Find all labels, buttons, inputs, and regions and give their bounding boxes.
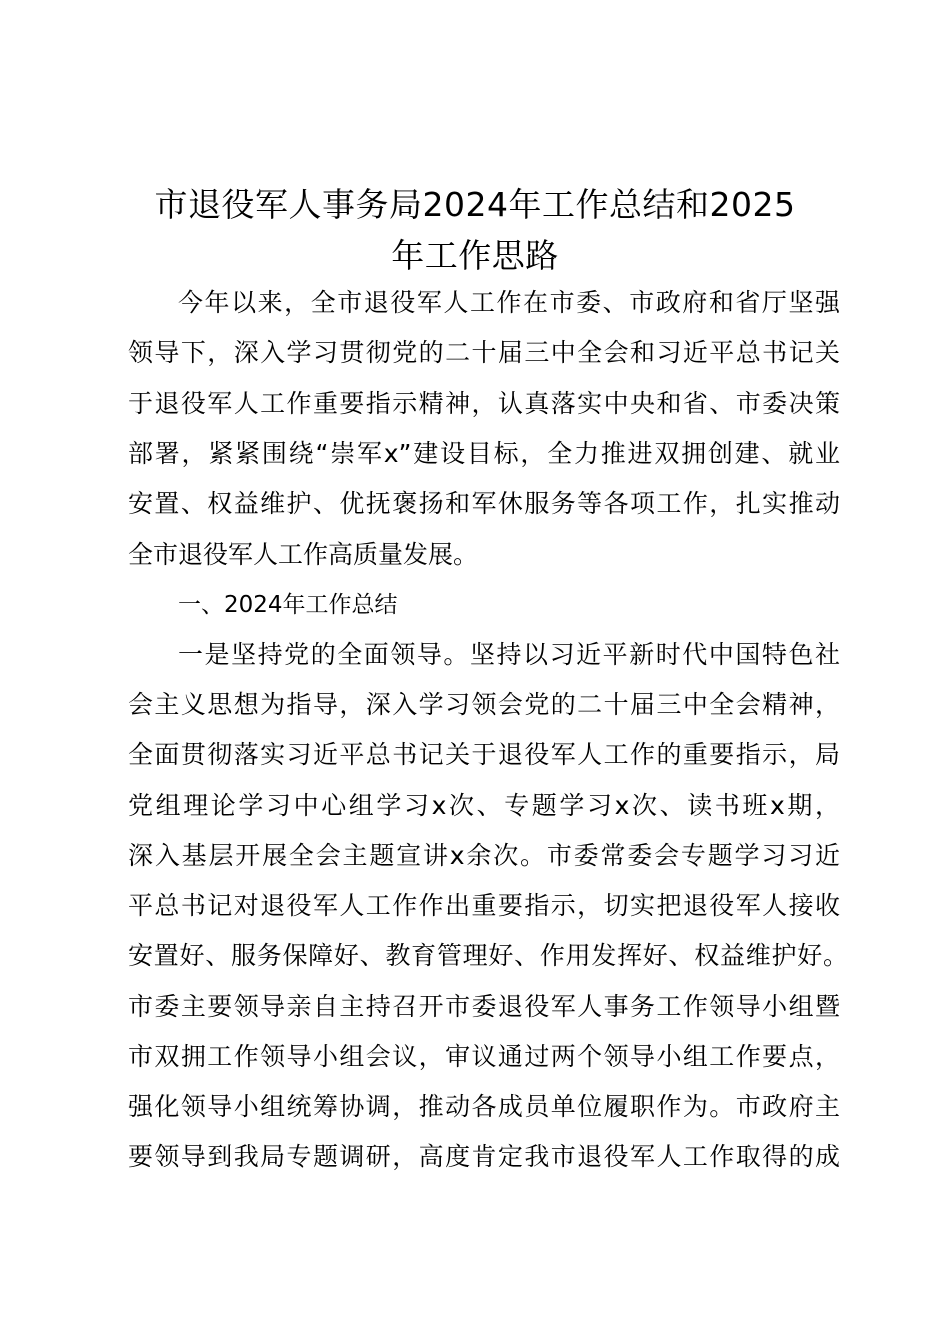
section1-paragraph-line: 深入基层开展全会主题宣讲x余次。市委常委会专题学习习近 (128, 841, 840, 870)
intro-paragraph-line: 今年以来，全市退役军人工作在市委、市政府和省厅坚强 (178, 288, 840, 317)
section-heading: 一、2024年工作总结 (178, 592, 398, 618)
section1-paragraph-line: 市双拥工作领导小组会议，审议通过两个领导小组工作要点， (128, 1042, 840, 1071)
section1-paragraph-line: 会主义思想为指导，深入学习领会党的二十届三中全会精神， (128, 690, 840, 719)
intro-paragraph-line: 于退役军人工作重要指示精神，认真落实中央和省、市委决策 (128, 389, 840, 418)
document-title-line-2: 年工作思路 (391, 236, 559, 275)
intro-paragraph-line: 安置、权益维护、优抚褒扬和军休服务等各项工作，扎实推动 (128, 489, 840, 518)
section1-paragraph-line: 强化领导小组统筹协调，推动各成员单位履职作为。市政府主 (128, 1092, 840, 1121)
intro-paragraph-line: 全市退役军人工作高质量发展。 (128, 540, 479, 569)
section1-paragraph-line: 安置好、服务保障好、教育管理好、作用发挥好、权益维护好。 (128, 941, 848, 970)
section1-paragraph-line: 全面贯彻落实习近平总书记关于退役军人工作的重要指示，局 (128, 740, 840, 769)
section1-paragraph-line: 要领导到我局专题调研，高度肯定我市退役军人工作取得的成 (128, 1142, 840, 1171)
section1-paragraph-line: 一是坚持党的全面领导。坚持以习近平新时代中国特色社 (178, 640, 840, 669)
section1-paragraph-line: 市委主要领导亲自主持召开市委退役军人事务工作领导小组暨 (128, 992, 840, 1021)
section1-paragraph-line: 党组理论学习中心组学习x次、专题学习x次、读书班x期， (128, 791, 840, 820)
document-title-line-1: 市退役军人事务局2024年工作总结和2025 (154, 185, 796, 224)
intro-paragraph-line: 部署，紧紧围绕“崇军x”建设目标，全力推进双拥创建、就业 (128, 439, 840, 468)
section1-paragraph-line: 平总书记对退役军人工作作出重要指示，切实把退役军人接收 (128, 891, 840, 920)
intro-paragraph-line: 领导下，深入学习贯彻党的二十届三中全会和习近平总书记关 (128, 338, 840, 367)
